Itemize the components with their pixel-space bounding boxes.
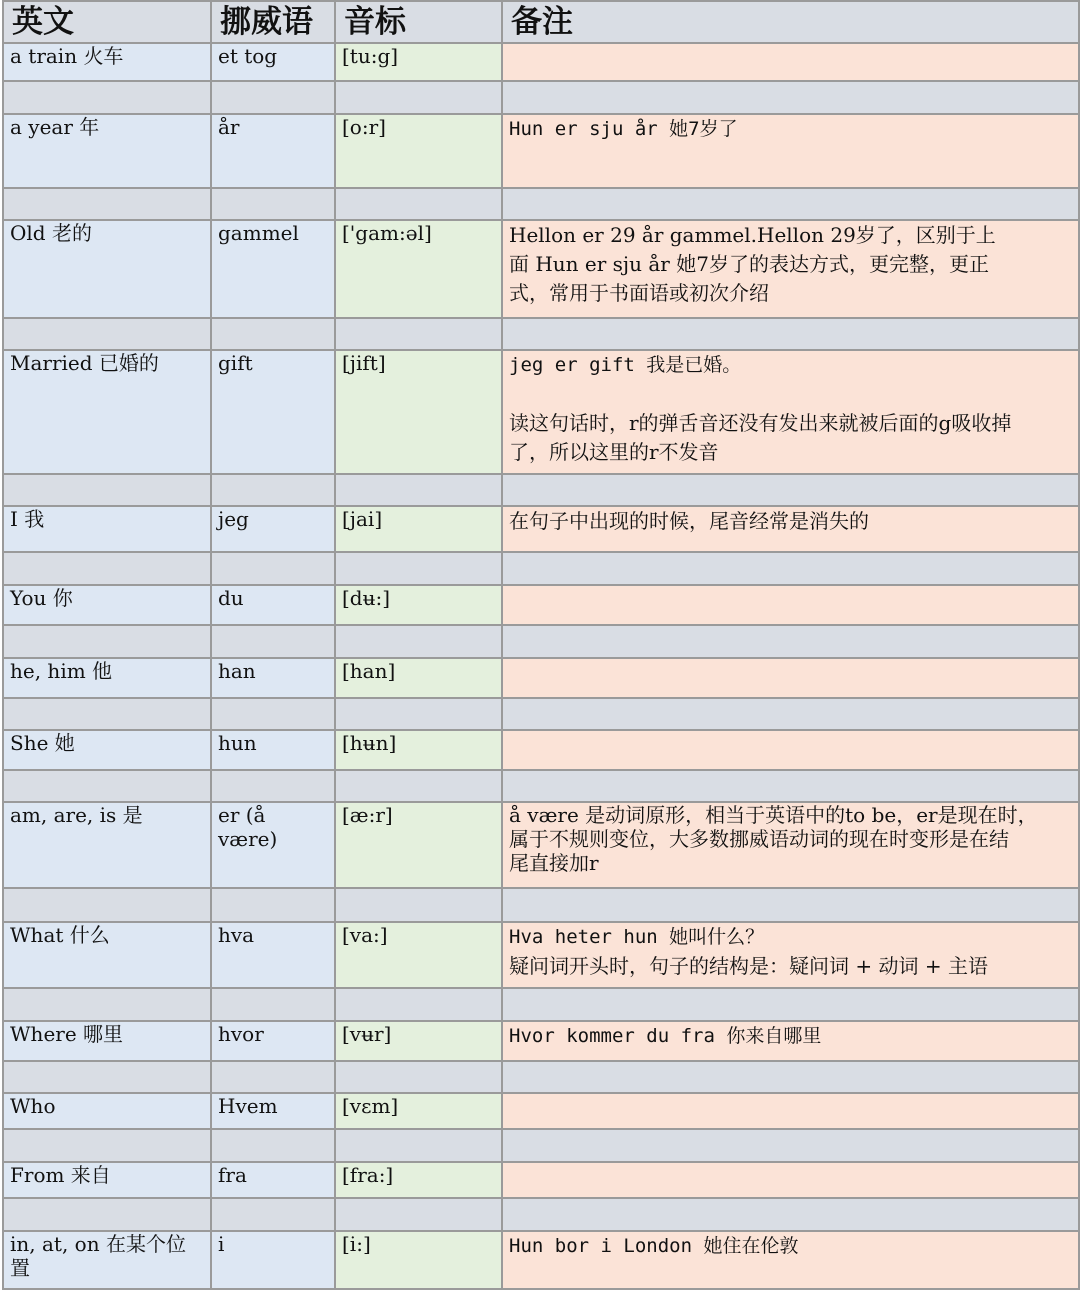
english-cell: What 什么	[3, 922, 211, 988]
english-cell: a train 火车	[3, 43, 211, 81]
header-english: 英文	[3, 1, 211, 43]
norwegian-cell: du	[211, 585, 335, 625]
vocab-row	[3, 1231, 1079, 1289]
vocab-row	[3, 802, 1079, 888]
note-cell	[502, 1093, 1079, 1129]
english-cell: in, at, on 在某个位置	[3, 1231, 211, 1289]
spacer-cell	[502, 1198, 1079, 1231]
spacer-cell	[3, 888, 211, 922]
spacer-cell	[211, 1061, 335, 1093]
spacer-row	[3, 888, 1079, 922]
header-row	[3, 1, 1079, 43]
spacer-cell	[502, 1129, 1079, 1162]
note-line: Hva heter hun 她叫什么？	[509, 926, 765, 948]
phonetic-cell: [vʉr]	[335, 1021, 502, 1061]
note-line: 尾直接加r	[509, 851, 599, 875]
phonetic-cell: [hʉn]	[335, 730, 502, 770]
note-line: Hellon er 29 år gammel.Hellon 29岁了，区别于上	[509, 223, 996, 247]
english-cell: I 我	[3, 506, 211, 552]
note-line: Hun er sju år 她7岁了	[509, 118, 738, 140]
english-cell: She 她	[3, 730, 211, 770]
spacer-cell	[3, 318, 211, 350]
spacer-cell	[211, 988, 335, 1021]
note-cell	[502, 802, 1079, 888]
spacer-cell	[3, 1129, 211, 1162]
note-cell	[502, 730, 1079, 770]
vocab-row	[3, 1162, 1079, 1198]
spacer-cell	[335, 188, 502, 220]
spacer-row	[3, 625, 1079, 658]
note-cell	[502, 350, 1079, 474]
phonetic-cell: [o:r]	[335, 114, 502, 188]
vocab-row	[3, 114, 1079, 188]
spacer-cell	[3, 552, 211, 585]
phonetic-cell: [æ:r]	[335, 802, 502, 888]
spacer-cell	[211, 888, 335, 922]
english-cell: You 你	[3, 585, 211, 625]
spacer-cell	[502, 318, 1079, 350]
spacer-row	[3, 770, 1079, 802]
phonetic-cell: [va:]	[335, 922, 502, 988]
note-cell	[502, 1231, 1079, 1289]
norwegian-cell: gift	[211, 350, 335, 474]
spacer-cell	[3, 474, 211, 506]
spacer-cell	[211, 1198, 335, 1231]
note-cell	[502, 1162, 1079, 1198]
spacer-row	[3, 1129, 1079, 1162]
norwegian-cell: fra	[211, 1162, 335, 1198]
spacer-row	[3, 1198, 1079, 1231]
vocab-row	[3, 585, 1079, 625]
norwegian-cell: Hvem	[211, 1093, 335, 1129]
spacer-cell	[3, 81, 211, 114]
note-cell	[502, 658, 1079, 698]
spacer-cell	[211, 1129, 335, 1162]
spacer-cell	[335, 625, 502, 658]
vocabulary-table	[2, 0, 1080, 1290]
spacer-row	[3, 698, 1079, 730]
norwegian-cell: år	[211, 114, 335, 188]
spacer-cell	[3, 625, 211, 658]
norwegian-cell: i	[211, 1231, 335, 1289]
english-cell: a year 年	[3, 114, 211, 188]
vocab-row	[3, 350, 1079, 474]
norwegian-cell: han	[211, 658, 335, 698]
english-cell: Married 已婚的	[3, 350, 211, 474]
english-cell: Who	[3, 1093, 211, 1129]
spacer-cell	[502, 188, 1079, 220]
vocab-row	[3, 922, 1079, 988]
spacer-cell	[335, 1198, 502, 1231]
spacer-cell	[335, 552, 502, 585]
phonetic-cell: [dʉ:]	[335, 585, 502, 625]
vocab-row	[3, 43, 1079, 81]
norwegian-cell: gammel	[211, 220, 335, 318]
vocab-row	[3, 1021, 1079, 1061]
spacer-cell	[335, 1061, 502, 1093]
spacer-row	[3, 474, 1079, 506]
vocab-row	[3, 506, 1079, 552]
spacer-cell	[335, 1129, 502, 1162]
note-line: 面 Hun er sju år 她7岁了的表达方式，更完整，更正	[509, 252, 989, 276]
note-cell	[502, 585, 1079, 625]
spacer-cell	[211, 552, 335, 585]
spacer-cell	[335, 81, 502, 114]
spacer-cell	[211, 698, 335, 730]
spacer-cell	[502, 81, 1079, 114]
norwegian-cell: hvor	[211, 1021, 335, 1061]
norwegian-cell: hva	[211, 922, 335, 988]
spacer-row	[3, 81, 1079, 114]
header-norwegian: 挪威语	[211, 1, 335, 43]
note-line: Hvor kommer du fra 你来自哪里	[509, 1025, 822, 1047]
spacer-cell	[3, 188, 211, 220]
note-cell	[502, 43, 1079, 81]
spacer-cell	[502, 1061, 1079, 1093]
note-gap	[509, 380, 1072, 409]
spacer-cell	[211, 188, 335, 220]
spacer-row	[3, 988, 1079, 1021]
note-cell	[502, 220, 1079, 318]
spacer-cell	[335, 888, 502, 922]
spacer-row	[3, 1061, 1079, 1093]
note-line: 式，常用于书面语或初次介绍	[509, 281, 769, 305]
note-line: 属于不规则变位，大多数挪威语动词的现在时变形是在结	[509, 827, 1009, 851]
vocab-row	[3, 220, 1079, 318]
spacer-cell	[502, 770, 1079, 802]
norwegian-cell: et tog	[211, 43, 335, 81]
spacer-cell	[502, 698, 1079, 730]
vocab-row	[3, 1093, 1079, 1129]
note-line: Hun bor i London 她住在伦敦	[509, 1235, 799, 1257]
spacer-cell	[3, 698, 211, 730]
vocab-row	[3, 730, 1079, 770]
spacer-cell	[335, 474, 502, 506]
english-cell: he, him 他	[3, 658, 211, 698]
phonetic-cell: [tu:g]	[335, 43, 502, 81]
phonetic-cell: [jai]	[335, 506, 502, 552]
note-line: 读这句话时，r的弹舌音还没有发出来就被后面的g吸收掉	[509, 411, 1012, 435]
spacer-cell	[502, 888, 1079, 922]
note-line: 在句子中出现的时候，尾音经常是消失的	[509, 509, 869, 533]
note-cell	[502, 922, 1079, 988]
norwegian-cell: er (å være)	[211, 802, 335, 888]
spacer-cell	[335, 770, 502, 802]
english-cell: am, are, is 是	[3, 802, 211, 888]
spacer-cell	[211, 474, 335, 506]
note-line: 了，所以这里的r不发音	[509, 440, 719, 464]
header-notes: 备注	[502, 1, 1079, 43]
header-phonetic: 音标	[335, 1, 502, 43]
note-cell	[502, 114, 1079, 188]
norwegian-cell: hun	[211, 730, 335, 770]
english-cell: Where 哪里	[3, 1021, 211, 1061]
phonetic-cell: [vɛm]	[335, 1093, 502, 1129]
phonetic-cell: ['gam:əl]	[335, 220, 502, 318]
phonetic-cell: [han]	[335, 658, 502, 698]
spacer-cell	[3, 1061, 211, 1093]
vocab-row	[3, 658, 1079, 698]
spacer-cell	[211, 318, 335, 350]
vocabulary-body	[3, 43, 1079, 1289]
spacer-cell	[335, 698, 502, 730]
spacer-cell	[211, 625, 335, 658]
norwegian-cell: jeg	[211, 506, 335, 552]
spacer-row	[3, 188, 1079, 220]
spacer-cell	[335, 318, 502, 350]
note-cell	[502, 506, 1079, 552]
spacer-row	[3, 552, 1079, 585]
phonetic-cell: [i:]	[335, 1231, 502, 1289]
phonetic-cell: [jift]	[335, 350, 502, 474]
spacer-cell	[3, 1198, 211, 1231]
note-line: jeg er gift 我是已婚。	[509, 354, 742, 376]
english-cell: Old 老的	[3, 220, 211, 318]
spacer-cell	[3, 770, 211, 802]
english-cell: From 来自	[3, 1162, 211, 1198]
spacer-cell	[211, 81, 335, 114]
spacer-cell	[502, 988, 1079, 1021]
spacer-row	[3, 318, 1079, 350]
spacer-cell	[211, 770, 335, 802]
spacer-cell	[502, 552, 1079, 585]
spacer-cell	[3, 988, 211, 1021]
note-cell	[502, 1021, 1079, 1061]
spacer-cell	[335, 988, 502, 1021]
spacer-cell	[502, 625, 1079, 658]
note-line: 疑问词开头时，句子的结构是：疑问词 + 动词 + 主语	[509, 954, 988, 978]
phonetic-cell: [fra:]	[335, 1162, 502, 1198]
note-line: å være 是动词原形，相当于英语中的to be，er是现在时，	[509, 803, 1038, 827]
spacer-cell	[502, 474, 1079, 506]
